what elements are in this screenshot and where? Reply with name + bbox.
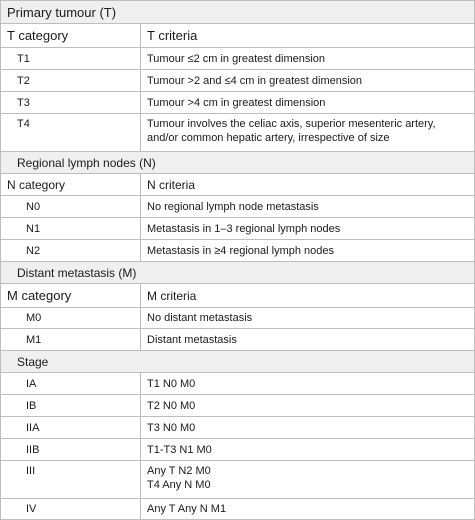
table-row: [1, 195, 474, 217]
column-header-n-criteria: N criteria: [147, 177, 196, 192]
section-header-regional-lymph-nodes: [1, 151, 474, 173]
n-category-cell: N0: [1, 196, 141, 217]
column-header-n-category: N category: [1, 174, 141, 195]
table-row: [1, 498, 474, 519]
stage-tnm-cell: T1-T3 N1 M0: [147, 443, 212, 456]
section-label: Distant metastasis (M): [17, 265, 137, 280]
table-row: [1, 239, 474, 261]
stage-tnm-line: Any T N2 M0: [147, 465, 211, 477]
n-criteria-cell: Metastasis in 1–3 regional lymph nodes: [147, 222, 341, 235]
stage-tnm-cell: T3 N0 M0: [147, 421, 196, 434]
table-row: [1, 394, 474, 416]
t-category-cell: T2: [1, 70, 141, 91]
m-criteria-cell: No distant metastasis: [147, 312, 253, 324]
column-header-m-criteria: M criteria: [147, 288, 197, 303]
column-header-row-n: [1, 173, 474, 195]
table-row: [1, 47, 474, 69]
stage-tnm-cell: T2 N0 M0: [147, 399, 196, 412]
t-category-cell: T3: [1, 92, 141, 113]
column-header-m-category: M category: [1, 284, 141, 307]
t-criteria-cell: Tumour >4 cm in greatest dimension: [147, 96, 326, 109]
table-row: [1, 91, 474, 113]
table-row: [1, 416, 474, 438]
stage-cell: IIA: [1, 417, 141, 438]
stage-cell: IIB: [1, 439, 141, 460]
n-criteria-cell: No regional lymph node metastasis: [147, 200, 319, 213]
table-row: [1, 328, 474, 350]
table-row: [1, 113, 474, 151]
section-header-primary-tumour: [1, 1, 474, 23]
table-row: [1, 217, 474, 239]
stage-tnm-cell: Any T Any N M1: [147, 503, 227, 515]
t-category-cell: T1: [1, 48, 141, 69]
section-label: Stage: [17, 354, 49, 369]
stage-tnm-line: T4 Any N M0: [147, 479, 211, 491]
column-header-row-t: [1, 23, 474, 47]
m-category-cell: M0: [1, 308, 141, 328]
m-criteria-cell: Distant metastasis: [147, 333, 237, 346]
column-header-t-category: T category: [1, 24, 141, 47]
stage-cell: IA: [1, 373, 141, 394]
t-criteria-cell: Tumour involves the celiac axis, superior mesenteric artery, and/or common hepatic artery, irrespective of size: [147, 118, 436, 144]
section-header-stage: [1, 350, 474, 372]
t-category-cell: T4: [1, 114, 141, 151]
t-criteria-cell: Tumour >2 and ≤4 cm in greatest dimension: [147, 74, 363, 87]
stage-cell: IV: [1, 499, 141, 519]
stage-cell: III: [1, 461, 141, 498]
table-row: [1, 69, 474, 91]
table-row: [1, 372, 474, 394]
n-category-cell: N1: [1, 218, 141, 239]
m-category-cell: M1: [1, 329, 141, 350]
column-header-t-criteria: T criteria: [147, 28, 198, 43]
table-row: [1, 307, 474, 328]
column-header-row-m: [1, 283, 474, 307]
section-label: Regional lymph nodes (N): [17, 155, 156, 170]
t-criteria-cell: Tumour ≤2 cm in greatest dimension: [147, 52, 326, 65]
n-criteria-cell: Metastasis in ≥4 regional lymph nodes: [147, 244, 335, 257]
section-label: Primary tumour (T): [7, 4, 117, 20]
stage-tnm-cell: T1 N0 M0: [147, 377, 196, 390]
n-category-cell: N2: [1, 240, 141, 261]
table-row: [1, 460, 474, 498]
table-row: [1, 438, 474, 460]
stage-tnm-cell: [141, 461, 474, 498]
section-header-distant-metastasis: [1, 261, 474, 283]
stage-cell: IB: [1, 395, 141, 416]
